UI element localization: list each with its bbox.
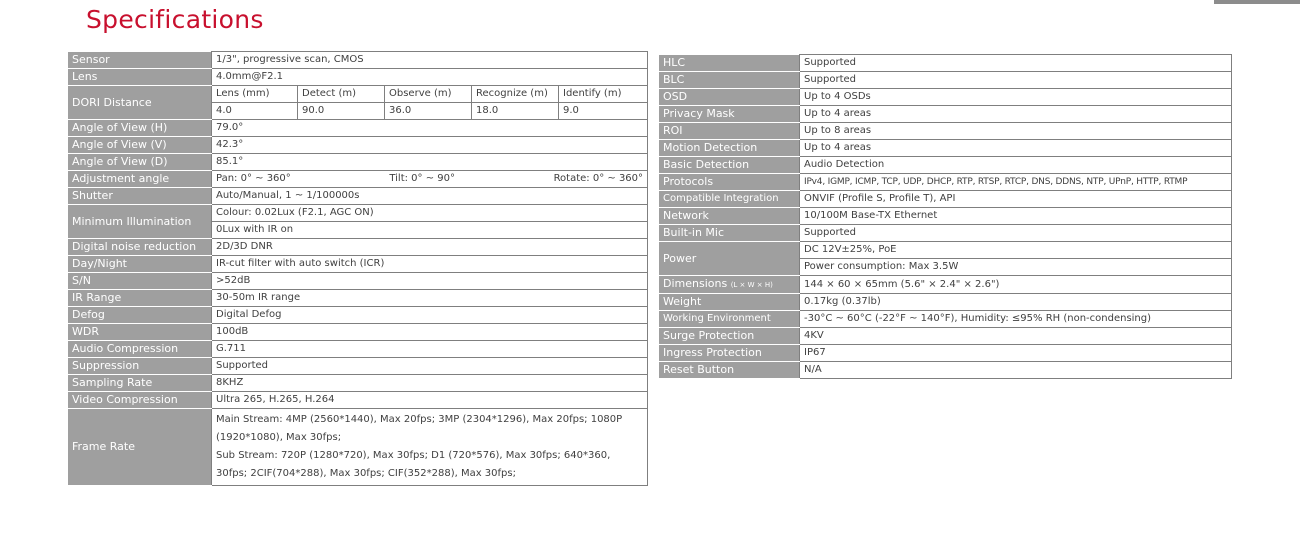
spec-row bbox=[659, 294, 1232, 311]
spec-label: Suppression bbox=[68, 358, 212, 375]
spec-value: 1/3", progressive scan, CMOS bbox=[212, 52, 648, 69]
spec-value: Ultra 265, H.265, H.264 bbox=[212, 392, 648, 409]
dori-header: Detect (m) bbox=[298, 86, 385, 103]
spec-value: 85.1° bbox=[212, 154, 648, 171]
spec-row bbox=[659, 123, 1232, 140]
spec-value: 30-50m IR range bbox=[212, 290, 648, 307]
spec-row bbox=[659, 55, 1232, 72]
dori-value: 18.0 bbox=[472, 103, 559, 120]
spec-value: Up to 4 areas bbox=[800, 140, 1232, 157]
spec-row bbox=[659, 225, 1232, 242]
dori-header: Observe (m) bbox=[385, 86, 472, 103]
dori-value: 9.0 bbox=[559, 103, 648, 120]
spec-label: Angle of View (D) bbox=[68, 154, 212, 171]
spec-value: Power consumption: Max 3.5W bbox=[800, 259, 1232, 276]
spec-label: Audio Compression bbox=[68, 341, 212, 358]
spec-value: Colour: 0.02Lux (F2.1, AGC ON) bbox=[212, 205, 648, 222]
spec-label: Digital noise reduction bbox=[68, 239, 212, 256]
spec-label: Ingress Protection bbox=[659, 345, 800, 362]
spec-value: Up to 8 areas bbox=[800, 123, 1232, 140]
spec-label: IR Range bbox=[68, 290, 212, 307]
spec-row bbox=[659, 345, 1232, 362]
spec-row bbox=[68, 171, 648, 188]
dimensions-unit: (L × W × H) bbox=[730, 281, 773, 289]
spec-value: G.711 bbox=[212, 341, 648, 358]
spec-label bbox=[659, 276, 800, 294]
spec-row bbox=[68, 239, 648, 256]
spec-value: 4.0mm@F2.1 bbox=[212, 69, 648, 86]
spec-value: ONVIF (Profile S, Profile T), API bbox=[800, 191, 1232, 208]
spec-label: Privacy Mask bbox=[659, 106, 800, 123]
pan-value: Pan: 0° ~ 360° bbox=[216, 173, 291, 184]
spec-value: Up to 4 areas bbox=[800, 106, 1232, 123]
spec-row bbox=[68, 52, 648, 69]
dori-value: 36.0 bbox=[385, 103, 472, 120]
spec-row bbox=[659, 157, 1232, 174]
spec-label: ROI bbox=[659, 123, 800, 140]
spec-label: Sensor bbox=[68, 52, 212, 69]
spec-value: 8KHZ bbox=[212, 375, 648, 392]
spec-row bbox=[659, 362, 1232, 379]
spec-label: Compatible Integration bbox=[659, 191, 800, 208]
spec-label: Power bbox=[659, 242, 800, 276]
spec-value: Audio Detection bbox=[800, 157, 1232, 174]
spec-label: HLC bbox=[659, 55, 800, 72]
corner-tab bbox=[1214, 0, 1300, 4]
tilt-value: Tilt: 0° ~ 90° bbox=[389, 173, 455, 184]
spec-value bbox=[212, 171, 648, 188]
spec-row bbox=[659, 106, 1232, 123]
spec-label: BLC bbox=[659, 72, 800, 89]
spec-value: 100dB bbox=[212, 324, 648, 341]
spec-row bbox=[68, 307, 648, 324]
spec-label: WDR bbox=[68, 324, 212, 341]
spec-label: Angle of View (H) bbox=[68, 120, 212, 137]
spec-label: Built-in Mic bbox=[659, 225, 800, 242]
spec-value: 79.0° bbox=[212, 120, 648, 137]
spec-value: 10/100M Base-TX Ethernet bbox=[800, 208, 1232, 225]
spec-row bbox=[659, 208, 1232, 225]
spec-value: IPv4, IGMP, ICMP, TCP, UDP, DHCP, RTP, RTSP, RTCP, DNS, DDNS, NTP, UPnP, HTTP, RTMP bbox=[800, 174, 1232, 191]
spec-row bbox=[659, 191, 1232, 208]
rotate-value: Rotate: 0° ~ 360° bbox=[553, 173, 644, 184]
spec-row bbox=[68, 290, 648, 307]
spec-row bbox=[68, 69, 648, 86]
page-title: Specifications bbox=[86, 5, 264, 34]
spec-row bbox=[68, 137, 648, 154]
dori-value: 90.0 bbox=[298, 103, 385, 120]
spec-label: Reset Button bbox=[659, 362, 800, 379]
spec-value: DC 12V±25%, PoE bbox=[800, 242, 1232, 259]
spec-label: Video Compression bbox=[68, 392, 212, 409]
spec-value: 4KV bbox=[800, 328, 1232, 345]
spec-row bbox=[68, 256, 648, 273]
spec-row bbox=[68, 392, 648, 409]
spec-row bbox=[659, 174, 1232, 191]
spec-value: >52dB bbox=[212, 273, 648, 290]
spec-row bbox=[68, 273, 648, 290]
spec-row bbox=[659, 89, 1232, 106]
spec-label: Minimum Illumination bbox=[68, 205, 212, 239]
spec-row bbox=[68, 324, 648, 341]
spec-label: Angle of View (V) bbox=[68, 137, 212, 154]
spec-label: Protocols bbox=[659, 174, 800, 191]
spec-value: Up to 4 OSDs bbox=[800, 89, 1232, 106]
spec-row bbox=[68, 120, 648, 137]
spec-value: Supported bbox=[800, 72, 1232, 89]
spec-table-right bbox=[658, 54, 1232, 379]
spec-value: 2D/3D DNR bbox=[212, 239, 648, 256]
spec-value: Supported bbox=[800, 55, 1232, 72]
spec-value: -30°C ~ 60°C (-22°F ~ 140°F), Humidity: ≤95% RH (non-condensing) bbox=[800, 311, 1232, 328]
main-stream-text: Main Stream: 4MP (2560*1440), Max 20fps; 3MP (2304*1296), Max 20fps; 1080P (1920*1080), Max 30fps; bbox=[216, 414, 623, 443]
spec-label: Motion Detection bbox=[659, 140, 800, 157]
spec-row bbox=[68, 409, 648, 486]
spec-label: S/N bbox=[68, 273, 212, 290]
spec-label: Adjustment angle bbox=[68, 171, 212, 188]
spec-label: Weight bbox=[659, 294, 800, 311]
spec-label: OSD bbox=[659, 89, 800, 106]
spec-row bbox=[68, 341, 648, 358]
spec-row bbox=[659, 311, 1232, 328]
spec-label: Surge Protection bbox=[659, 328, 800, 345]
dori-header: Identify (m) bbox=[559, 86, 648, 103]
spec-row bbox=[68, 154, 648, 171]
spec-row bbox=[659, 242, 1232, 259]
dori-header-row bbox=[68, 86, 648, 103]
spec-label: Shutter bbox=[68, 188, 212, 205]
spec-value: N/A bbox=[800, 362, 1232, 379]
spec-label: Sampling Rate bbox=[68, 375, 212, 392]
spec-row bbox=[659, 276, 1232, 294]
spec-table-left bbox=[67, 51, 648, 486]
spec-value: 0Lux with IR on bbox=[212, 222, 648, 239]
spec-row bbox=[659, 328, 1232, 345]
spec-value: Auto/Manual, 1 ~ 1/100000s bbox=[212, 188, 648, 205]
spec-row bbox=[68, 188, 648, 205]
spec-value: 144 × 60 × 65mm (5.6" × 2.4" × 2.6") bbox=[800, 276, 1232, 294]
spec-label: Basic Detection bbox=[659, 157, 800, 174]
spec-label: Network bbox=[659, 208, 800, 225]
spec-label: Day/Night bbox=[68, 256, 212, 273]
spec-value: IR-cut filter with auto switch (ICR) bbox=[212, 256, 648, 273]
dimensions-label: Dimensions bbox=[663, 277, 728, 290]
spec-label: Frame Rate bbox=[68, 409, 212, 486]
spec-value: Supported bbox=[212, 358, 648, 375]
spec-value: 42.3° bbox=[212, 137, 648, 154]
spec-label: Lens bbox=[68, 69, 212, 86]
spec-value bbox=[212, 409, 648, 486]
spec-label: DORI Distance bbox=[68, 86, 212, 120]
dori-value: 4.0 bbox=[212, 103, 298, 120]
spec-row bbox=[68, 375, 648, 392]
spec-value: 0.17kg (0.37lb) bbox=[800, 294, 1232, 311]
spec-row bbox=[659, 72, 1232, 89]
spec-value: Supported bbox=[800, 225, 1232, 242]
spec-label: Working Environment bbox=[659, 311, 800, 328]
spec-value: Digital Defog bbox=[212, 307, 648, 324]
dori-header: Lens (mm) bbox=[212, 86, 298, 103]
spec-row bbox=[659, 140, 1232, 157]
spec-label: Defog bbox=[68, 307, 212, 324]
spec-row bbox=[68, 205, 648, 222]
spec-row bbox=[68, 358, 648, 375]
sub-stream-text: Sub Stream: 720P (1280*720), Max 30fps; D1 (720*576), Max 30fps; 640*360, 30fps; 2CIF(704*288), Max 30fps; CIF(352*288), Max 30fps; bbox=[216, 450, 611, 479]
spec-value: IP67 bbox=[800, 345, 1232, 362]
dori-header: Recognize (m) bbox=[472, 86, 559, 103]
